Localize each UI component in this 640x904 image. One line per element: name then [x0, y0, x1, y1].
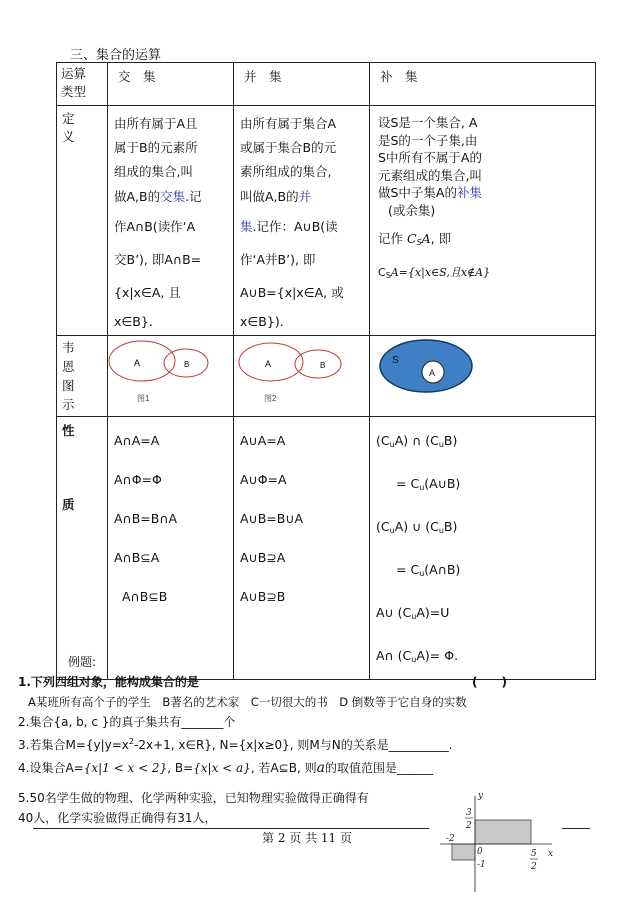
def-text: 做A,B的: [114, 189, 161, 204]
tick-label: -1: [477, 860, 486, 870]
footer-rule: [33, 828, 429, 829]
definition-row: [57, 106, 596, 336]
intersection-definition: [108, 106, 234, 336]
question-text: , B=: [167, 761, 194, 775]
figure-caption: 图2: [264, 394, 277, 403]
row-label-text: 义: [62, 129, 75, 144]
question-3: [18, 732, 618, 752]
property-line: A∪B=B∪A: [240, 511, 304, 526]
prop-text: A∪ (C: [376, 605, 412, 620]
property-line: A∩B⊆A: [114, 550, 160, 565]
union-properties: [234, 417, 370, 680]
term-intersection: 交集: [160, 189, 186, 204]
question-4: [18, 758, 618, 778]
tick-label: 2: [531, 862, 537, 872]
question-text: -2x+1, x∈R}, N={x|x≥0}, 则M与N的关系是__________.: [134, 738, 453, 752]
def-line: 设S是一个集合, A: [378, 115, 478, 130]
venn-union-cell: [234, 336, 370, 417]
question-text: 的取值范围是______: [324, 761, 433, 775]
prop-text: (C: [376, 433, 390, 448]
def-line: [108, 184, 233, 210]
def-line: 作‘A并B’), 即: [240, 252, 316, 267]
row-label-definition: [57, 106, 108, 336]
prop-sub: u: [411, 612, 417, 621]
figure-caption: 图1: [137, 394, 150, 403]
complement-subscript: S: [416, 238, 422, 247]
property-line: [370, 550, 595, 593]
def-line: {x|x∈A, 且: [114, 285, 181, 300]
table-header-row: [57, 63, 596, 106]
prop-sub: u: [411, 655, 417, 664]
property-line: A∪B⊇A: [240, 550, 286, 565]
venn-intersection-cell: [108, 336, 234, 417]
venn-row: [57, 336, 596, 417]
venn-diagram-union: [234, 336, 359, 412]
prop-sub: u: [419, 569, 425, 578]
def-line: S中所有不属于A的: [378, 150, 482, 165]
answer-bracket: ( ): [472, 675, 507, 689]
row-label-text: 定: [62, 111, 75, 126]
tick-label: 3: [466, 808, 472, 818]
prop-sub: u: [389, 526, 395, 535]
prop-text: B): [443, 519, 458, 534]
row-label-text: 韦: [62, 340, 75, 355]
header-union: 并 集: [234, 63, 370, 106]
def-line: 或属于集合B的元: [240, 140, 337, 155]
def-line: [370, 227, 595, 255]
prop-text: = C: [396, 476, 420, 491]
def-line: [234, 184, 369, 210]
def-line: A∪B={x|x∈A, 或: [240, 285, 344, 300]
term-union-cont: 集: [240, 219, 253, 234]
section-title: 三、集合的运算: [70, 48, 162, 63]
property-line: [370, 421, 595, 464]
def-line: [234, 210, 369, 243]
complement-symbol: C: [407, 231, 417, 246]
question-1-options: A某班所有高个子的学生 B著名的艺术家 C一切很大的书 D 倒数等于它自身的实数: [28, 695, 467, 709]
venn-diagram-intersection: [108, 336, 223, 412]
set-expression: {x|1 < x < 2}: [83, 761, 168, 775]
coordinate-graph: [432, 788, 564, 896]
question-1: [18, 672, 618, 692]
prop-text: A)=U: [416, 605, 450, 620]
def-text: .记作：A∪B(读: [252, 219, 338, 234]
shaded-region-lower: [452, 844, 475, 860]
row-label-text: 示: [62, 397, 75, 412]
properties-row: [57, 417, 596, 680]
question-text: 1.下列四组对象，能构成集合的是: [18, 675, 199, 689]
y-axis-label: y: [478, 791, 484, 801]
complement-properties: [370, 417, 596, 680]
venn-label-b: B: [184, 360, 190, 369]
prop-sub: u: [419, 483, 425, 492]
x-axis-label: x: [548, 849, 554, 859]
property-line: A∩B⊆B: [122, 589, 168, 604]
def-text: 叫做A,B的: [240, 189, 299, 204]
examples-heading: 例题:: [68, 655, 97, 669]
property-line: [370, 507, 595, 550]
def-line: (或余集): [388, 202, 436, 218]
row-label-properties: [57, 417, 108, 680]
header-intersection: 交 集: [108, 63, 234, 106]
prop-sub: u: [389, 440, 395, 449]
question-text: , 若A⊆B, 则: [250, 761, 317, 775]
complement-formula: A={x|x∈S,且x∉A}: [390, 266, 491, 279]
set-expression: {x|x < a}: [193, 761, 251, 775]
row-label-text: 质: [62, 497, 75, 512]
prop-text: A) ∩ (C: [394, 433, 439, 448]
def-text: 记作: [378, 231, 404, 246]
def-line: [370, 255, 595, 294]
venn-label-a: A: [134, 358, 141, 368]
page-number: 第 2 页 共 11 页: [262, 831, 352, 845]
def-text: .记: [185, 189, 202, 204]
header-op-type-line2: 类型: [61, 84, 87, 99]
venn-diagram-complement: [370, 336, 490, 412]
venn-complement-cell: [370, 336, 596, 417]
def-line: 交B’), 即A∩B=: [114, 252, 202, 267]
property-line: A∪B⊇B: [240, 589, 286, 604]
property-line: A∩B=B∩A: [114, 511, 178, 526]
footer-rule: [562, 828, 590, 829]
property-line: A∪Φ=A: [240, 472, 287, 487]
prop-text: A)= Φ.: [416, 648, 459, 663]
def-line: 由所有属于A且: [114, 116, 198, 131]
prop-text: (C: [376, 519, 390, 534]
question-5-line2: 40人，化学实验做得正确得有31人，: [18, 811, 217, 825]
tick-label: 2: [466, 821, 472, 831]
venn-label-a: A: [429, 368, 436, 378]
term-complement: 补集: [457, 185, 483, 200]
intersection-properties: [108, 417, 234, 680]
venn-label-a: A: [265, 359, 272, 369]
property-line: A∩A=A: [114, 433, 160, 448]
question-2: 2.集合{a, b, c }的真子集共有_______个: [18, 715, 236, 729]
property-line: A∩Φ=Φ: [114, 472, 162, 487]
tick-label: -2: [446, 834, 455, 844]
complement-subscript: S: [385, 271, 391, 280]
def-line: 作A∩B(读作‘A: [114, 219, 196, 234]
complement-symbol: C: [378, 266, 386, 279]
property-line: A∪A=A: [240, 433, 286, 448]
prop-sub: u: [438, 440, 444, 449]
row-label-text: 性: [62, 423, 75, 438]
shaded-region-upper: [475, 820, 531, 844]
prop-text: (A∪B): [424, 476, 461, 491]
set-a: A: [421, 231, 431, 246]
tick-label: 5: [531, 849, 537, 859]
prop-sub: u: [438, 526, 444, 535]
property-line: [370, 593, 595, 636]
question-5-line1: 5.50名学生做的物理、化学两种实验，已知物理实验做得正确得有: [18, 791, 369, 805]
prop-text: = C: [396, 562, 420, 577]
prop-text: (A∩B): [424, 562, 461, 577]
def-line: 由所有属于集合A: [240, 116, 337, 131]
header-op-type-line1: 运算: [61, 66, 87, 81]
row-label-text: 恩: [62, 359, 75, 374]
prop-text: A) ∪ (C: [394, 519, 439, 534]
row-label-venn: [57, 336, 108, 417]
def-line: 属于B的元素所: [114, 140, 198, 155]
question-text: 3.若集合M={y|y=x: [18, 738, 129, 752]
def-line: [370, 184, 595, 202]
def-line: x∈B}).: [240, 314, 284, 329]
question-text: 4.设集合A=: [18, 761, 84, 775]
variable-a: a: [316, 760, 325, 776]
def-line: 组成的集合,叫: [114, 164, 193, 179]
prop-text: A∩ (C: [376, 648, 412, 663]
def-line: 素所组成的集合,: [240, 164, 332, 179]
prop-text: B): [443, 433, 458, 448]
set-operations-table: [56, 62, 596, 680]
def-line: x∈B}.: [114, 314, 153, 329]
header-complement: 补 集: [370, 63, 596, 106]
property-line: [370, 464, 595, 507]
def-line: 元素组成的集合,叫: [378, 167, 482, 183]
exponent: 2: [128, 737, 134, 746]
complement-definition: [370, 106, 596, 336]
venn-label-s: S: [392, 355, 399, 366]
row-label-text: 图: [62, 378, 75, 393]
union-definition: [234, 106, 370, 336]
venn-label-b: B: [320, 361, 326, 370]
def-text: 做S中子集A的: [378, 185, 457, 200]
def-line: 是S的一个子集,由: [378, 132, 478, 148]
header-op-type: [57, 63, 108, 106]
origin-label: 0: [477, 847, 483, 857]
def-text: , 即: [430, 231, 452, 246]
term-union: 并: [298, 189, 312, 204]
